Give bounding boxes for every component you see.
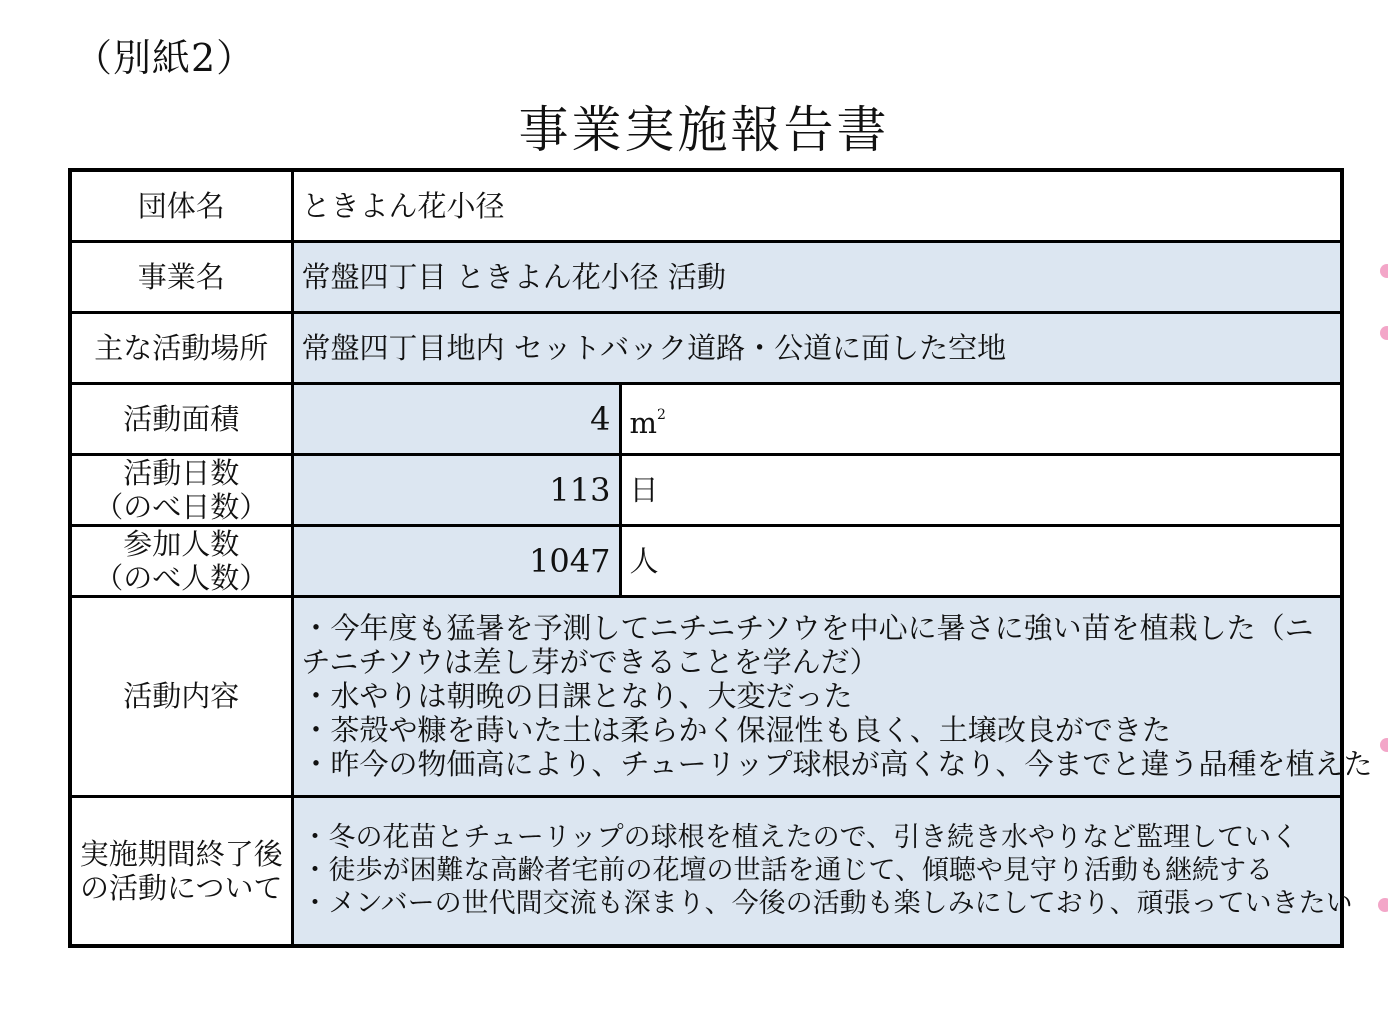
row-activity-area: [70, 383, 1342, 454]
group-name-label: 団体名: [70, 170, 292, 241]
project-name-value: 常盤四丁目 ときよん花小径 活動: [292, 241, 1342, 312]
row-after-period: [70, 796, 1342, 946]
area-unit-superscript: 2: [657, 406, 666, 423]
row-main-location: [70, 312, 1342, 383]
activity-days-label-line2: （のべ日数）: [94, 489, 269, 524]
document-title: 事業実施報告書: [518, 101, 890, 159]
activity-area-label: 活動面積: [70, 383, 292, 454]
after-period-label: 実施期間終了後の活動について: [70, 796, 292, 946]
after-period-value: [292, 796, 1353, 946]
participants-label: [70, 525, 292, 596]
attachment-label: （別紙2）: [74, 36, 256, 80]
row-activity-days: [70, 454, 1342, 525]
activity-days-label-line1: 活動日数: [123, 455, 240, 490]
area-unit-text: m: [629, 405, 657, 440]
decorative-dot: [1378, 898, 1388, 912]
activity-days-unit: 日: [620, 454, 1342, 525]
row-activity-content: [70, 596, 1342, 796]
after-period-item: ・徒歩が困難な高齢者宅前の花壇の世話を通じて、傾聴や見守り活動も継続する: [301, 855, 1273, 887]
decorative-dot: [1380, 326, 1388, 340]
activity-days-label: [70, 454, 292, 525]
main-location-value: 常盤四丁目地内 セットバック道路・公道に面した空地: [292, 312, 1342, 383]
activity-content-item: ・茶殻や糠を蒔いた土は柔らかく保湿性も良く、土壌改良ができた: [301, 713, 1171, 747]
participants-unit: 人: [620, 525, 1342, 596]
row-group-name: [70, 170, 1342, 241]
row-participants: [70, 525, 1342, 596]
report-table: [68, 168, 1373, 948]
row-project-name: [70, 241, 1342, 312]
project-name-label: 事業名: [70, 241, 292, 312]
participants-value: 1047: [292, 525, 620, 596]
decorative-dot: [1380, 264, 1388, 278]
activity-content-item: ・今年度も猛暑を予測してニチニチソウを中心に暑さに強い苗を植栽した（ニチニチソウは差し芽ができることを学んだ）: [301, 611, 1314, 679]
activity-content-item: ・水やりは朝晩の日課となり、大変だった: [301, 679, 853, 713]
after-period-item: ・冬の花苗とチューリップの球根を植えたので、引き続き水やりなど監理していく: [301, 822, 1299, 854]
decorative-dot: [1380, 738, 1388, 752]
main-location-label: 主な活動場所: [70, 312, 292, 383]
activity-area-value: 4: [292, 383, 620, 454]
activity-content-label: 活動内容: [70, 596, 292, 796]
activity-days-value: 113: [292, 454, 620, 525]
group-name-value: ときよん花小径: [292, 170, 1342, 241]
participants-label-line2: （のべ人数）: [94, 560, 269, 595]
activity-content-item: ・昨今の物価高により、チューリップ球根が高くなり、今までと違う品種を植えた: [301, 747, 1373, 781]
after-period-item: ・メンバーの世代間交流も深まり、今後の活動も楽しみにしており、頑張っていきたい: [301, 888, 1353, 920]
activity-area-unit: [620, 383, 1342, 454]
activity-content-value: [292, 596, 1373, 796]
participants-label-line1: 参加人数: [123, 526, 240, 561]
